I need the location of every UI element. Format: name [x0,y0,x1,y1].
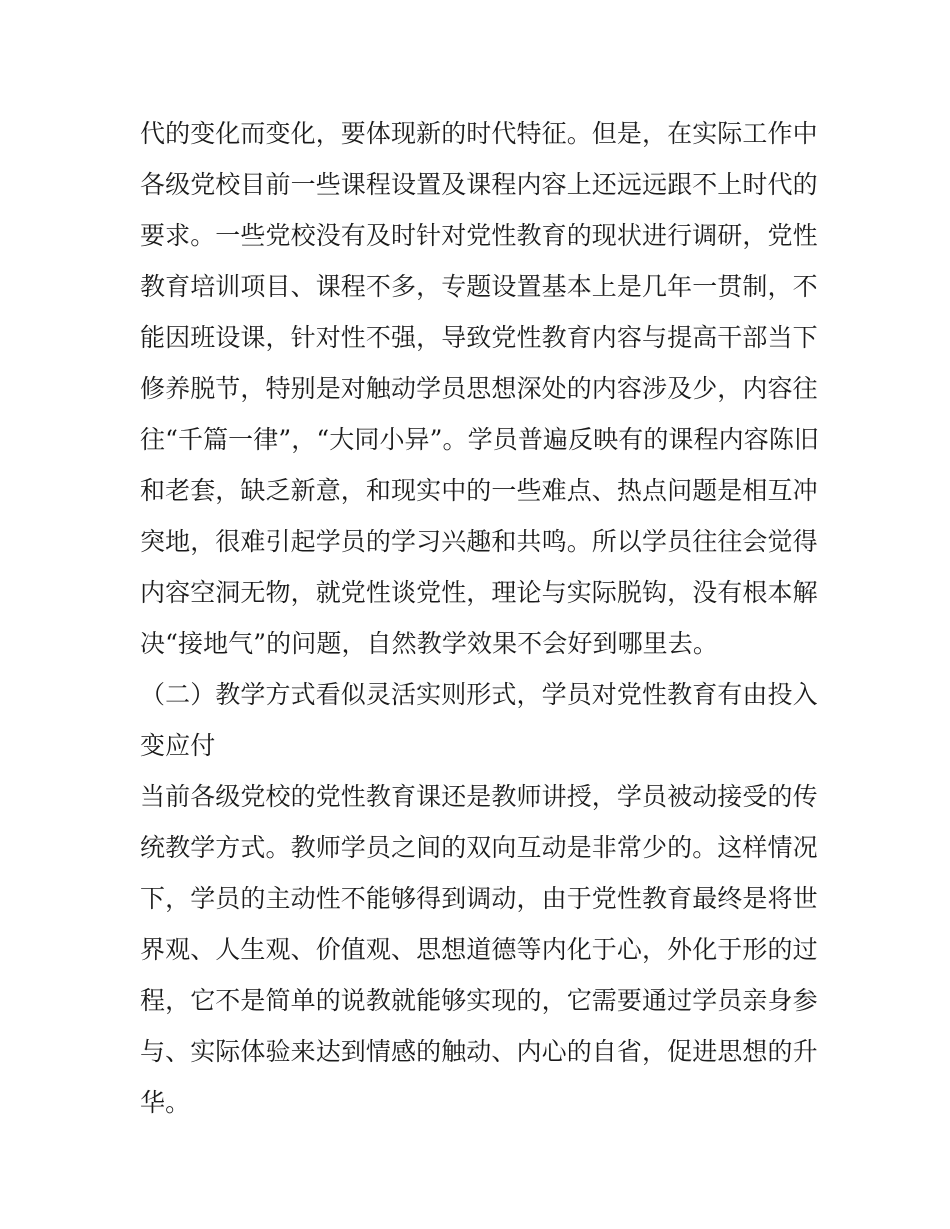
text-line: 决“接地气”的问题，自然教学效果不会好到哪里去。 [140,629,718,658]
text-line: 内容空洞无物，就党性谈党性，理论与实际脱钩，没有根本解 [140,578,818,607]
section-heading: （二）教学方式看似灵活实则形式，学员对党性教育有由投入 [140,680,818,709]
text-line: 华。 [140,1088,191,1117]
text-line: 教育培训项目、课程不多，专题设置基本上是几年一贯制，不 [140,272,818,301]
text-line: 要求。一些党校没有及时针对党性教育的现状进行调研，党性 [140,221,818,250]
text-line: 和老套，缺乏新意，和现实中的一些难点、热点问题是相互冲 [140,476,818,505]
text-line: 程，它不是简单的说教就能够实现的，它需要通过学员亲身参 [140,986,818,1015]
section-heading: 变应付 [140,731,216,760]
text-line: 当前各级党校的党性教育课还是教师讲授，学员被动接受的传 [140,782,818,811]
body-text [140,108,820,1128]
text-line: 统教学方式。教师学员之间的双向互动是非常少的。这样情况 [140,833,818,862]
text-line: 界观、人生观、价值观、思想道德等内化于心，外化于形的过 [140,935,818,964]
text-line: 突地，很难引起学员的学习兴趣和共鸣。所以学员往往会觉得 [140,527,818,556]
text-line: 代的变化而变化，要体现新的时代特征。但是，在实际工作中 [140,119,818,148]
text-line: 与、实际体验来达到情感的触动、内心的自省，促进思想的升 [140,1037,818,1066]
text-line: 各级党校目前一些课程设置及课程内容上还远远跟不上时代的 [140,170,818,199]
text-line: 往“千篇一律”，“大同小异”。学员普遍反映有的课程内容陈旧 [140,425,820,454]
text-line: 修养脱节，特别是对触动学员思想深处的内容涉及少，内容往 [140,374,818,403]
text-line: 下，学员的主动性不能够得到调动，由于党性教育最终是将世 [140,884,818,913]
text-line: 能因班设课，针对性不强，导致党性教育内容与提高干部当下 [140,323,818,352]
